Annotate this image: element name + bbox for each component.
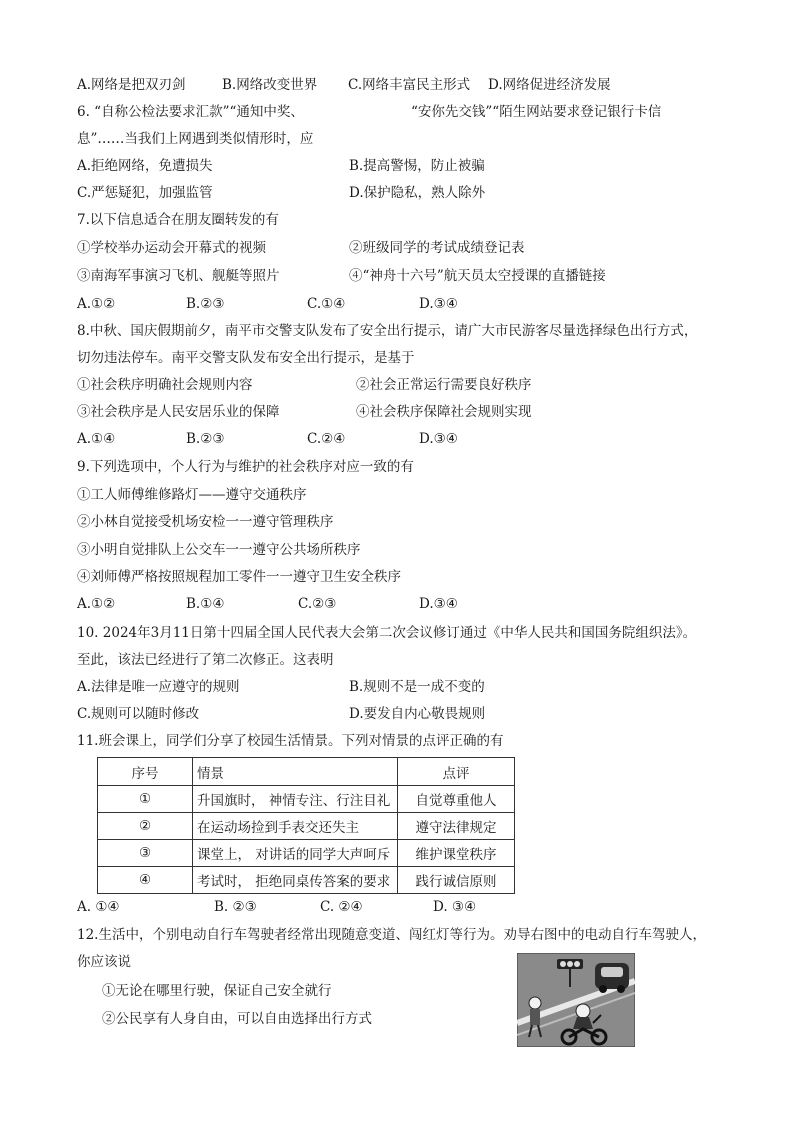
table-row [98, 813, 515, 840]
q8-item-1: ①社会秩序明确社会规则内容 [77, 377, 253, 393]
q7-item-4: ④“神舟十六号”航天员太空授课的直播链接 [349, 268, 606, 284]
q11-stem: 11.班会课上，同学们分享了校园生活情景。下列对情景的点评正确的有 [77, 733, 504, 749]
q7-option-d: D.③④ [419, 296, 458, 312]
table-cell-index: ② [98, 813, 193, 840]
q9-item-4: ④刘师傅严格按照规程加工零件一一遵守卫生安全秩序 [77, 569, 401, 585]
table-row [98, 867, 515, 894]
q6-option-c: C.严惩疑犯，加强监管 [77, 185, 213, 201]
q12-stem-line1: 12.生活中，个别电动自行车驾驶者经常出现随意变道、闯红灯等行为。劝导右图中的电动自行车驾驶人， [77, 927, 706, 943]
table-cell-scenario: 在运动场捡到手表交还失主 [193, 813, 398, 840]
table-cell-index: ④ [98, 867, 193, 894]
q6-stem-part1: 6. “自称公检法要求汇款”“通知中奖、 [77, 104, 304, 120]
table-cell-index: ③ [98, 840, 193, 867]
q7-item-3: ③南海军事演习飞机、舰艇等照片 [77, 268, 280, 284]
table-header-index: 序号 [98, 758, 193, 786]
q8-option-a: A.①④ [77, 431, 116, 447]
q10-option-d: D.要发自内心敬畏规则 [349, 706, 486, 722]
q6-stem-part2: “安你先交钱”“陌生网站要求登记银行卡信 [411, 104, 662, 120]
q7-option-c: C.①④ [307, 296, 346, 312]
q5-option-b: B.网络改变世界 [222, 77, 318, 93]
ebike-rider-cartoon-illustration [517, 953, 635, 1047]
q9-option-c: C.②③ [298, 596, 337, 612]
q10-stem-line1: 10. 2024年3月11日第十四届全国人民代表大会第二次会议修订通过《中华人民共和国国务院组织法》。 [77, 625, 697, 641]
q8-option-d: D.③④ [419, 431, 458, 447]
table-cell-scenario: 考试时， 拒绝同桌传答案的要求 [193, 867, 398, 894]
table-header-row [98, 758, 515, 786]
q12-stem-line2: 你应该说 [77, 954, 131, 970]
q7-item-1: ①学校举办运动会开幕式的视频 [77, 240, 266, 256]
q8-stem-line2: 切勿违法停车。南平交警支队发布安全出行提示，是基于 [77, 350, 415, 366]
q10-option-a: A.法律是唯一应遵守的规则 [77, 679, 240, 695]
q9-item-2: ②小林自觉接受机场安检一一遵守管理秩序 [77, 514, 334, 530]
q8-stem-line1: 8.中秋、国庆假期前夕，南平市交警支队发布了安全出行提示，请广大市民游客尽量选择绿色出行方式， [77, 323, 698, 339]
q7-item-2: ②班级同学的考试成绩登记表 [349, 240, 525, 256]
q5-option-c: C.网络丰富民主形式 [348, 77, 471, 93]
table-cell-comment: 自觉尊重他人 [398, 786, 515, 813]
q9-option-b: B.①④ [186, 596, 225, 612]
q7-option-b: B.②③ [186, 296, 225, 312]
q9-item-3: ③小明自觉排队上公交车一一遵守公共场所秩序 [77, 542, 361, 558]
table-cell-comment: 遵守法律规定 [398, 813, 515, 840]
table-cell-index: ① [98, 786, 193, 813]
q6-stem-line2: 息”……当我们上网遇到类似情形时，应 [77, 131, 314, 147]
q6-option-d: D.保护隐私，熟人除外 [349, 185, 486, 201]
q8-item-2: ②社会正常运行需要良好秩序 [356, 377, 532, 393]
table-header-scenario: 情景 [193, 758, 398, 786]
table-cell-scenario: 课堂上， 对讲话的同学大声呵斥 [193, 840, 398, 867]
q5-option-d: D.网络促进经济发展 [488, 77, 611, 93]
q6-option-b: B.提高警惕，防止被骗 [349, 158, 485, 174]
q9-item-1: ①工人师傅维修路灯——遵守交通秩序 [77, 487, 307, 503]
q6-option-a: A.拒绝网络，免遭损失 [77, 158, 213, 174]
q9-stem: 9.下列选项中，个人行为与维护的社会秩序对应一致的有 [77, 459, 414, 475]
q9-option-a: A.①② [77, 596, 116, 612]
table-header-comment: 点评 [398, 758, 515, 786]
q8-option-b: B.②③ [186, 431, 225, 447]
q11-option-b: B. ②③ [214, 899, 257, 915]
q10-option-c: C.规则可以随时修改 [77, 706, 200, 722]
q12-item-1: ①无论在哪里行驶，保证自己安全就行 [102, 983, 332, 999]
q10-stem-line2: 至此，该法已经进行了第二次修正。这表明 [77, 652, 334, 668]
table-row [98, 786, 515, 813]
q7-stem: 7.以下信息适合在朋友圈转发的有 [77, 212, 279, 228]
q5-option-a: A.网络是把双刃剑 [77, 77, 186, 93]
q12-item-2: ②公民享有人身自由，可以自由选择出行方式 [102, 1011, 372, 1027]
q10-option-b: B.规则不是一成不变的 [349, 679, 485, 695]
q8-option-c: C.②④ [307, 431, 346, 447]
q11-option-c: C. ②④ [320, 899, 363, 915]
table-cell-scenario: 升国旗时， 神情专注、行注目礼 [193, 786, 398, 813]
q8-item-3: ③社会秩序是人民安居乐业的保障 [77, 404, 280, 420]
table-cell-comment: 践行诚信原则 [398, 867, 515, 894]
q11-scenario-table [97, 757, 515, 894]
table-row [98, 840, 515, 867]
q7-option-a: A.①② [77, 296, 116, 312]
q11-option-a: A. ①④ [77, 899, 120, 915]
table-cell-comment: 维护课堂秩序 [398, 840, 515, 867]
q11-option-d: D. ③④ [433, 899, 477, 915]
q8-item-4: ④社会秩序保障社会规则实现 [356, 404, 532, 420]
q9-option-d: D.③④ [419, 596, 458, 612]
